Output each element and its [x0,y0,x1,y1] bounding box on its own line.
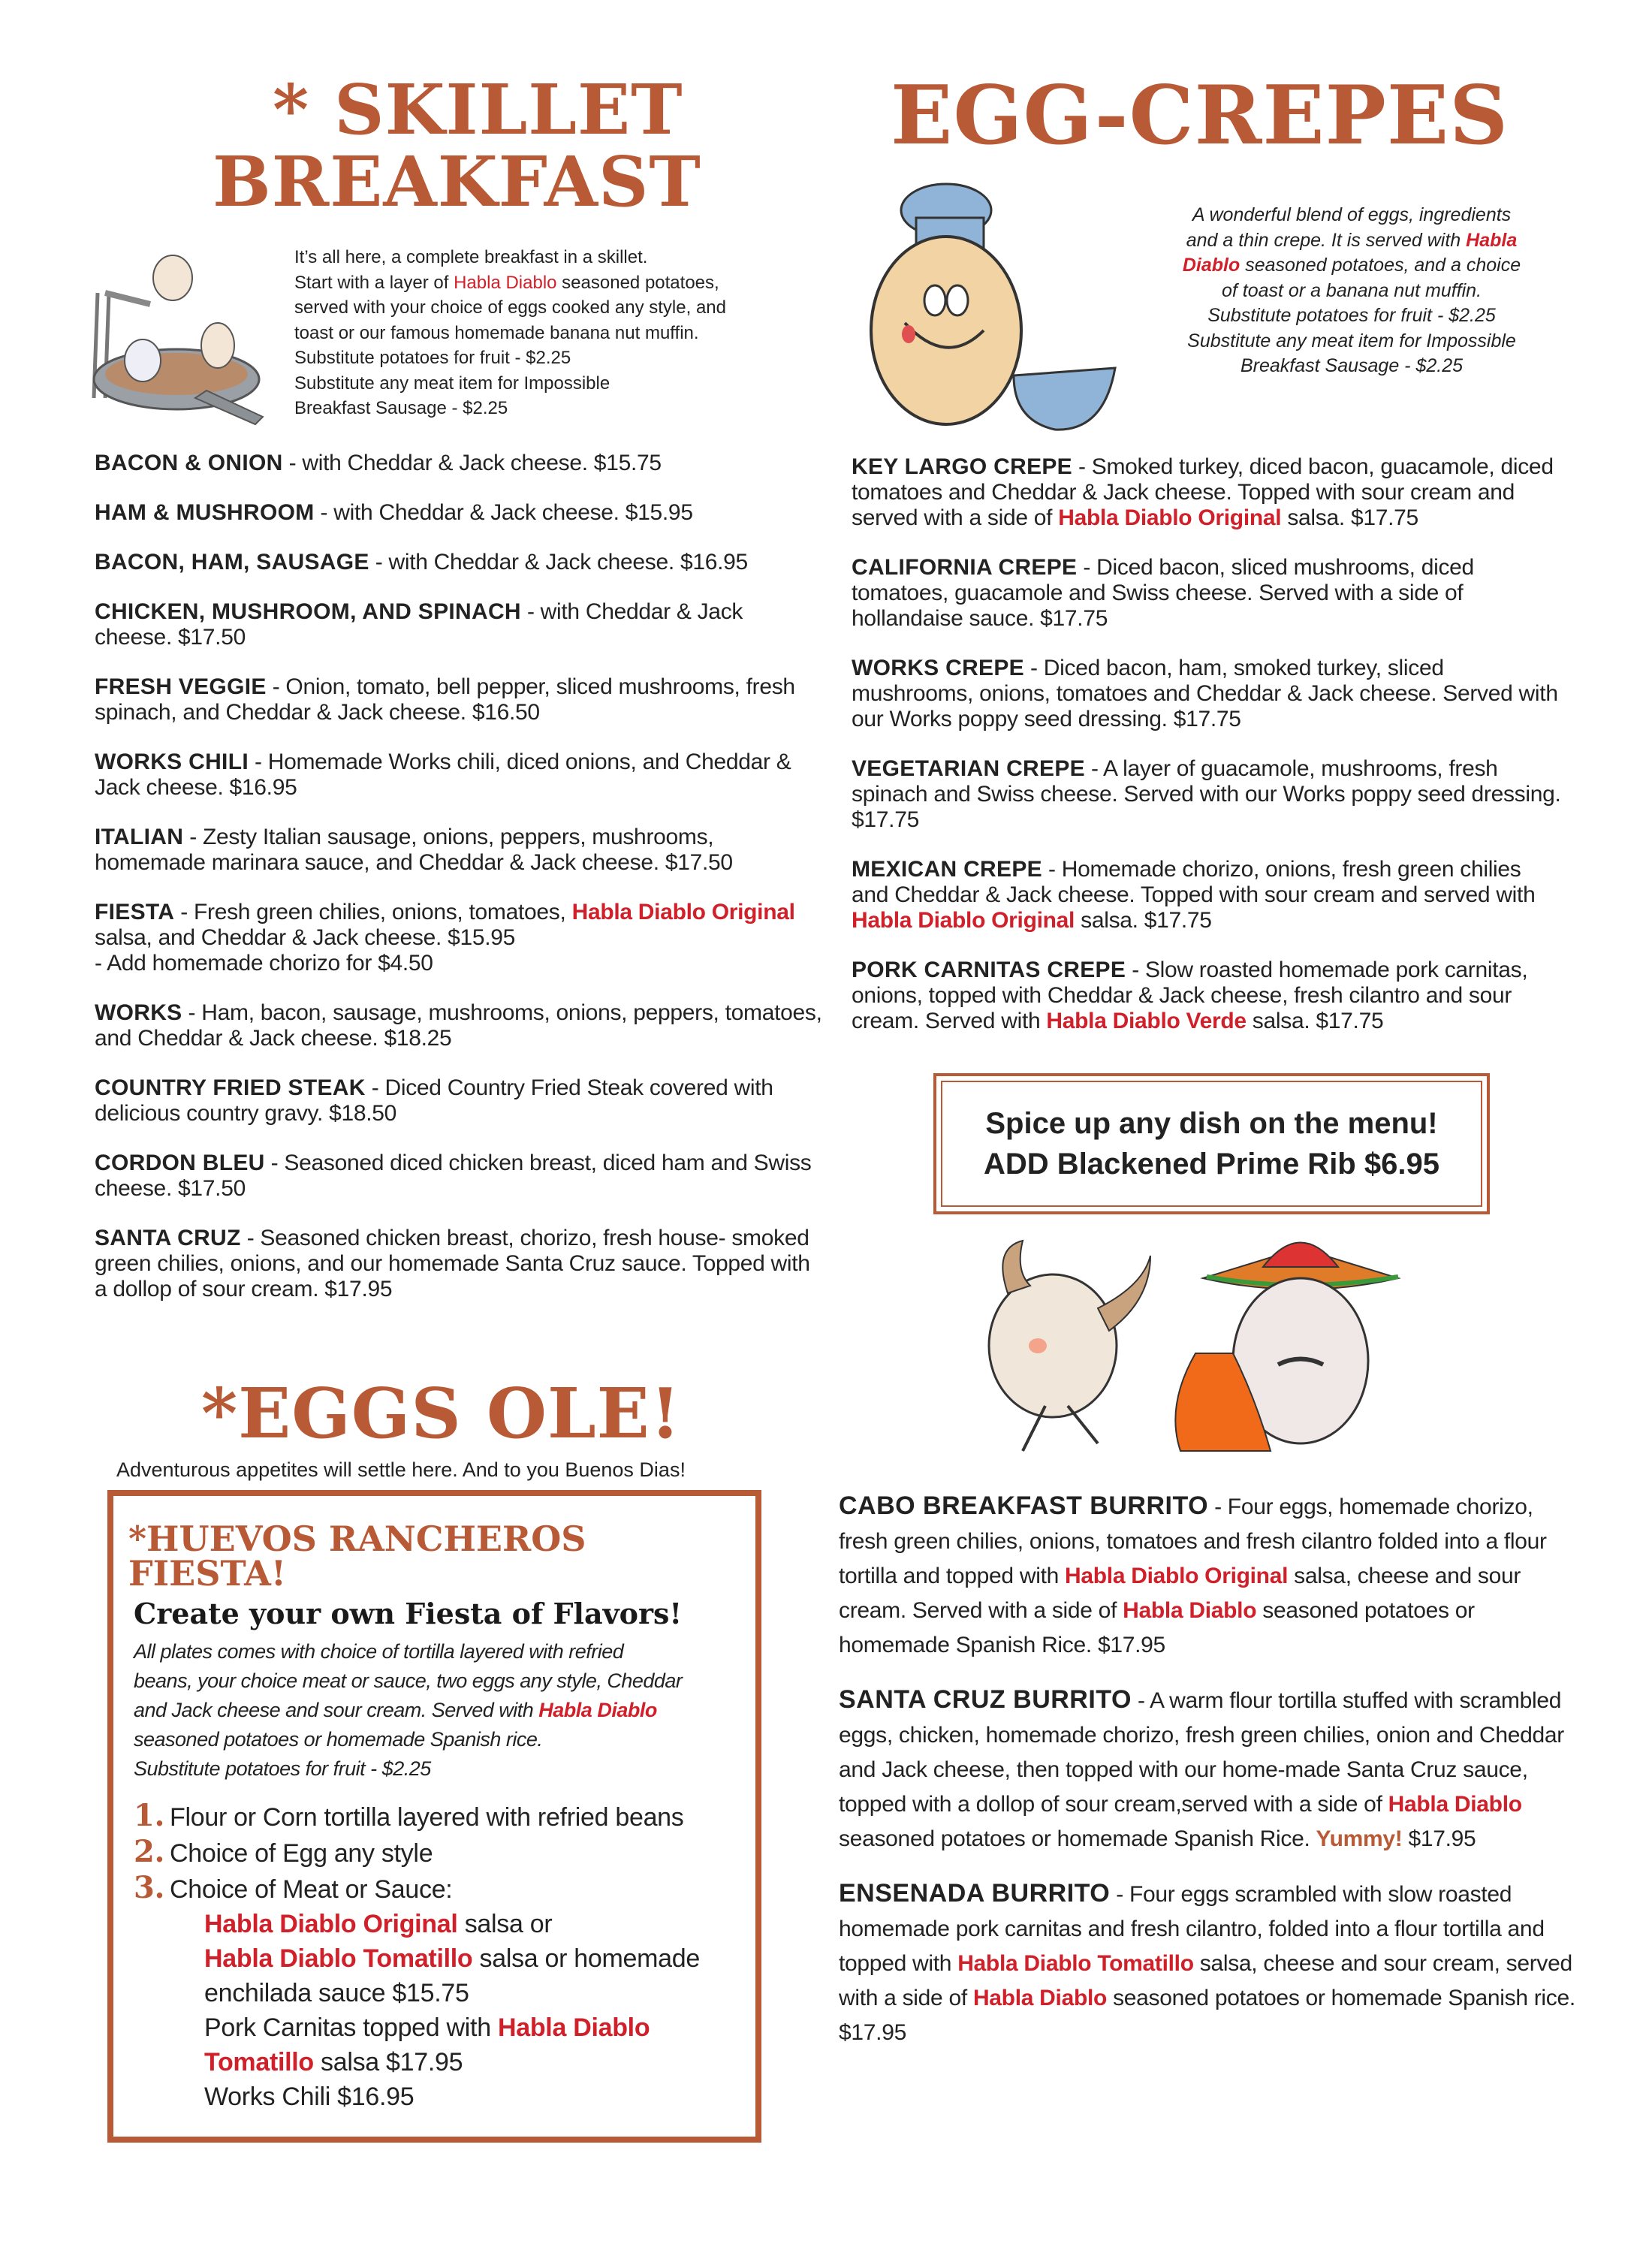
right-column [839,454,1575,2070]
text-segment: - Add homemade chorizo for $4.50 [95,951,433,976]
step-text: Choice of Meat or Sauce: [170,1875,453,1904]
menu-item-name: VEGETARIAN CREPE [852,756,1085,781]
burritos-list [839,1488,1578,2070]
bull-and-matador-eggs-illustration [948,1233,1428,1458]
text-segment: seasoned potatoes or homemade Spanish Rice. [839,1826,1316,1851]
text-segment: and a thin crepe. It is served with [1186,229,1467,251]
menu-item [95,500,823,526]
text-segment: toast or our famous homemade banana nut muffin. [294,322,699,343]
text-segment: served with your choice of eggs cooked any style, and [294,297,726,318]
text-segment: Substitute potatoes for fruit - $2.25 [1207,305,1496,326]
text-line [1126,228,1577,254]
text-segment: Breakfast Sausage - $2.25 [294,398,508,418]
menu-item-name: WORKS [95,1000,182,1025]
skillet-intro [294,245,835,421]
highlight-text: Habla Diablo Original [852,908,1075,933]
text-segment: - A warm flour tortilla stuffed with scrambled eggs, chicken, homemade chorizo, fresh green chilies, onion and Cheddar and Jack cheese, then topped with our home-made Santa Cruz sauce, topped with a dollop of sour cream,served with a side of [839,1688,1564,1817]
text-segment: - A layer of guacamole, mushrooms, fresh spinach and Swiss cheese. Served with our Works poppy seed dressing. $17.75 [852,756,1561,832]
highlight-text: Habla Diablo [972,1986,1108,2010]
highlight-text: Habla Diablo [1123,1598,1257,1623]
crepes-intro [1126,203,1577,379]
text-line [294,321,835,346]
menu-item-name: BACON, HAM, SAUSAGE [95,550,369,575]
text-segment: - Diced bacon, ham, smoked turkey, sliced mushrooms, onions, tomatoes and Cheddar & Jack cheese. Served with our Works poppy seed dressing. $17.75 [852,656,1558,731]
text-segment: seasoned potatoes or homemade Spanish rice. $17.95 [839,1986,1575,2045]
text-segment: salsa $17.95 [313,2048,463,2077]
text-segment: salsa, cheese and sour cream. Served with a side of [839,1564,1521,1623]
menu-item [95,599,823,650]
text-segment: enchilada sauce $15.75 [204,1979,469,2007]
skillet-illustration [83,248,270,428]
highlight-text: Habla Diablo Tomatillo [204,1944,473,1973]
huevos-rancheros-box [107,1490,761,2143]
menu-item [852,656,1561,732]
eggs-ole-subtitle: Adventurous appetites will settle here. And to you Buenos Dias! [116,1458,686,1481]
text-segment: $17.95 [1402,1826,1476,1851]
text-segment: - Diced Country Fried Steak covered with delicious country gravy. $18.50 [95,1075,773,1126]
text-segment: Substitute potatoes for fruit - $2.25 [134,1757,431,1780]
menu-item [95,1151,823,1202]
text-segment: - Homemade chorizo, onions, fresh green chilies and Cheddar & Jack cheese. Topped with sour cream and served with [852,857,1536,907]
text-segment: seasoned potatoes, and a choice [1240,255,1521,276]
text-line [294,371,835,397]
text-segment: salsa. $17.75 [1246,1009,1384,1033]
text-segment: - Slow roasted homemade pork carnitas, onions, topped with Cheddar & Jack cheese, fresh cilantro and sour cream. Served with [852,958,1528,1033]
text-segment: of toast or a banana nut muffin. [1221,279,1482,301]
text-segment: - Ham, bacon, sausage, mushrooms, onions, peppers, tomatoes, and Cheddar & Jack cheese. $18.25 [95,1000,822,1051]
menu-item [95,674,823,725]
highlight-text: Habla Diablo Original [1065,1564,1289,1588]
text-segment: - with Cheddar & Jack cheese. $16.95 [369,550,748,575]
text-segment: salsa, cheese and sour cream, served with a side of [839,1951,1572,2010]
step-number: 1. [134,1798,165,1833]
menu-item [852,454,1561,531]
menu-item [852,756,1561,833]
text-line [204,2045,745,2080]
step-1 [134,1799,749,1835]
text-segment: - with Cheddar & Jack cheese. $15.95 [314,500,693,525]
menu-item [95,550,823,575]
menu-item-name: HAM & MUSHROOM [95,500,315,525]
menu-item-name: CHICKEN, MUSHROOM, AND SPINACH [95,599,521,624]
text-segment: Breakfast Sausage - $2.25 [1240,355,1464,376]
step-2 [134,1835,749,1871]
menu-item-name: ITALIAN [95,825,184,849]
text-segment: All plates comes with choice of tortilla layered with refried [134,1640,624,1663]
text-segment: Substitute any meat item for Impossible [1187,330,1516,351]
menu-item-name: BACON & ONION [95,451,283,475]
menu-item [852,958,1561,1034]
text-segment: A wonderful blend of eggs, ingredients [1192,204,1512,225]
menu-item-name: FRESH VEGGIE [95,674,267,699]
menu-item [852,555,1561,632]
highlight-text: Habla Diablo Original [1058,505,1282,530]
step-number: 2. [134,1834,165,1869]
text-line [134,1754,749,1784]
menu-item-name: KEY LARGO CREPE [852,454,1072,479]
text-segment: - Onion, tomato, bell pepper, sliced mushrooms, fresh spinach, and Cheddar & Jack cheese. $16.50 [95,674,795,725]
text-segment: - Homemade Works chili, diced onions, and Cheddar & Jack cheese. $16.95 [95,749,791,800]
highlight-text: Habla [1466,229,1518,251]
menu-item-name: SANTA CRUZ BURRITO [839,1685,1132,1714]
menu-item-name: CABO BREAKFAST BURRITO [839,1491,1209,1520]
huevos-intro [134,1637,749,1784]
highlight-text: Tomatillo [204,2048,314,2077]
text-segment: Substitute potatoes for fruit - $2.25 [294,348,571,368]
highlight-text: Habla Diablo Original [204,1910,458,1938]
menu-item-name: MEXICAN CREPE [852,857,1042,882]
text-segment: beans, your choice meat or sauce, two eggs any style, Cheddar [134,1669,683,1692]
text-segment: Pork Carnitas topped with [204,2013,498,2042]
text-segment: Works Chili $16.95 [204,2083,415,2111]
text-line [1126,303,1577,329]
menu-item [95,825,823,876]
text-line [204,1907,745,1941]
text-segment: - Diced bacon, sliced mushrooms, diced tomatoes, guacamole and Swiss cheese. Served with a side of hollandaise sauce. $17.75 [852,555,1474,631]
spice-line2: ADD Blackened Prime Rib $6.95 [984,1148,1439,1181]
menu-item-name: WORKS CREPE [852,656,1024,680]
text-segment: - Smoked turkey, diced bacon, guacamole, diced tomatoes and Cheddar & Jack cheese. Topped with sour cream and served with a side of [852,454,1554,530]
text-line [294,245,835,270]
text-line [294,345,835,371]
huevos-meat-sauce-options [204,1907,745,2114]
skillet-title-line2: BREAKFAST [213,141,701,222]
text-line [204,1941,745,1976]
menu-item-name: CORDON BLEU [95,1151,265,1175]
text-line [134,1666,749,1696]
text-line [204,1976,745,2010]
highlight-text: Habla Diablo [497,2013,650,2042]
egg-crepes-title: EGG-CREPES [891,68,1509,163]
skillet-menu-list [95,451,823,1326]
menu-item [95,749,823,801]
menu-item-name: ENSENADA BURRITO [839,1879,1111,1908]
text-line [204,2080,745,2114]
text-line [134,1725,749,1754]
highlight-text: Habla Diablo Verde [1046,1009,1247,1033]
left-column [95,451,823,2143]
text-line [134,1696,749,1725]
text-segment: - Seasoned diced chicken breast, diced ham and Swiss cheese. $17.50 [95,1151,812,1201]
text-segment: - Fresh green chilies, onions, tomatoes, [174,900,572,924]
text-line [1126,203,1577,228]
menu-item-name: CALIFORNIA CREPE [852,555,1078,580]
menu-item [95,451,823,476]
menu-item [95,900,823,976]
menu-item-name: PORK CARNITAS CREPE [852,958,1126,982]
text-segment: - with Cheddar & Jack cheese. $15.75 [282,451,662,475]
text-line [1126,253,1577,279]
step-3 [134,1871,749,1907]
menu-item-name: SANTA CRUZ [95,1226,241,1250]
menu-item [95,1075,823,1126]
highlight-text: Habla Diablo Tomatillo [957,1951,1194,1976]
menu-item [839,1488,1578,1663]
highlight-text: Habla Diablo Original [571,900,795,924]
menu-item [839,1876,1578,2050]
text-segment: Start with a layer of [294,272,454,293]
menu-item [839,1682,1578,1856]
menu-item-name: WORKS CHILI [95,749,249,774]
menu-item [95,1226,823,1302]
step-text: Flour or Corn tortilla layered with refried beans [170,1803,684,1832]
text-line [294,295,835,321]
text-segment: - Zesty Italian sausage, onions, peppers, mushrooms, homemade marinara sauce, and Cheddar & Jack cheese. $17.50 [95,825,733,875]
menu-item-name: FIESTA [95,900,175,924]
eggs-ole-title: *EGGS OLE! [201,1373,682,1454]
text-segment: Substitute any meat item for Impossible [294,372,610,394]
step-number: 3. [134,1870,165,1905]
skillet-title-line1: * SKILLET [273,69,683,150]
step-text: Choice of Egg any style [170,1839,433,1868]
text-segment: - Seasoned chicken breast, chorizo, fresh house- smoked green chilies, onions, and our homemade Santa Cruz sauce. Topped with a dollop of sour cream. $17.95 [95,1226,810,1301]
spice-up-box [933,1073,1490,1214]
text-segment: salsa, and Cheddar & Jack cheese. $15.95 [95,925,516,950]
text-segment: salsa or [457,1910,553,1938]
highlight-text: Diablo [1182,255,1241,276]
crepes-menu-list [852,454,1561,1058]
huevos-title: *HUEVOS RANCHEROS FIESTA! [128,1519,586,1594]
highlight-text: Habla Diablo [454,272,557,293]
text-segment: salsa. $17.75 [1281,505,1418,530]
text-segment: It’s all here, a complete breakfast in a skillet. [294,247,648,267]
huevos-steps [134,1799,749,1907]
highlight-text: Yummy! [1316,1826,1403,1851]
text-segment: - Four eggs, homemade chorizo, fresh green chilies, onions, tomatoes and fresh cilantro folded into a flour tortilla and topped with [839,1494,1547,1588]
menu-item [95,1000,823,1051]
text-segment: salsa or homemade [472,1944,701,1973]
text-line [134,1637,749,1666]
text-segment: seasoned potatoes or homemade Spanish Rice. $17.95 [839,1598,1475,1657]
chef-egg-illustration [864,180,1119,436]
highlight-text: Habla Diablo [1388,1792,1522,1817]
spice-line1: Spice up any dish on the menu! [985,1107,1438,1140]
highlight-text: Habla Diablo [538,1699,657,1721]
huevos-subtitle: Create your own Fiesta of Flavors! [134,1597,683,1630]
text-segment: seasoned potatoes or homemade Spanish rice. [134,1728,543,1751]
text-line [1126,354,1577,379]
text-line [294,270,835,296]
menu-item [852,857,1561,933]
text-line [1126,329,1577,354]
menu-item-name: COUNTRY FRIED STEAK [95,1075,366,1100]
text-segment: and Jack cheese and sour cream. Served with [134,1699,539,1721]
text-line [204,2010,745,2045]
text-segment: - Four eggs scrambled with slow roasted homemade pork carnitas and fresh cilantro, folded into a flour tortilla and topped with [839,1882,1545,1976]
text-segment: seasoned potatoes, [556,272,719,293]
text-line [1126,279,1577,304]
text-segment: - with Cheddar & Jack cheese. $17.50 [95,599,743,650]
text-line [294,396,835,421]
text-segment: salsa. $17.75 [1075,908,1212,933]
